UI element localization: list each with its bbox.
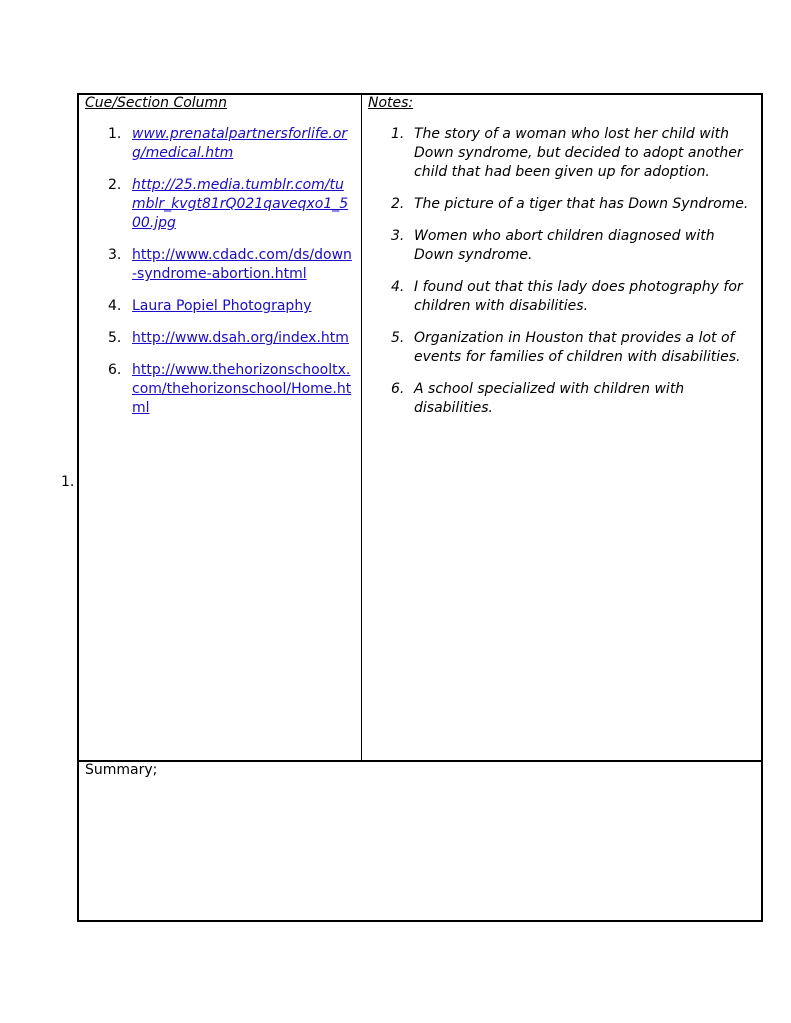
list-number: 3.	[108, 247, 122, 263]
list-item	[79, 297, 362, 316]
note-text: Organization in Houston that provides a lot of events for families of children with disabilities.	[414, 330, 741, 365]
cue-column-heading: Cue/Section Column	[85, 95, 228, 111]
list-item	[79, 176, 362, 233]
list-item	[362, 380, 761, 418]
cornell-notes-table	[77, 93, 763, 922]
list-number: 5.	[391, 330, 405, 346]
note-text: I found out that this lady does photography for children with disabilities.	[414, 279, 743, 314]
link-horizon-school[interactable]: http://www.thehorizonschooltx.com/thehorizonschool/Home.html	[132, 362, 352, 416]
link-dsah[interactable]: http://www.dsah.org/index.htm	[132, 330, 349, 346]
link-tumblr-image[interactable]: http://25.media.tumblr.com/tumblr_kvgt81rQ021qaveqxo1_500.jpg	[132, 177, 349, 231]
list-number: 6.	[108, 362, 122, 378]
list-number: 6.	[391, 381, 405, 397]
link-cdadc[interactable]: http://www.cdadc.com/ds/down-syndrome-abortion.html	[132, 247, 352, 282]
notes-list	[362, 125, 761, 431]
list-item	[79, 361, 362, 418]
list-item	[79, 246, 362, 284]
list-number: 1.	[391, 126, 405, 142]
note-text: The picture of a tiger that has Down Syndrome.	[414, 196, 749, 212]
notes-column	[362, 95, 761, 761]
list-item	[362, 125, 761, 182]
note-text: A school specialized with children with disabilities.	[414, 381, 685, 416]
notes-column-heading: Notes:	[368, 95, 414, 111]
list-item	[79, 329, 362, 348]
list-number: 4.	[108, 298, 122, 314]
note-text: The story of a woman who lost her child with Down syndrome, but decided to adopt another child that had been given up for adoption.	[414, 126, 743, 180]
summary-heading: Summary;	[85, 762, 158, 778]
list-number: 4.	[391, 279, 405, 295]
list-number: 2.	[391, 196, 405, 212]
list-item	[362, 195, 761, 214]
cue-section-column	[79, 95, 362, 761]
outer-list-number: 1.	[61, 474, 75, 490]
list-item	[362, 329, 761, 367]
list-item	[362, 278, 761, 316]
cue-link-list	[79, 125, 362, 431]
note-text: Women who abort children diagnosed with Down syndrome.	[414, 228, 715, 263]
list-number: 5.	[108, 330, 122, 346]
list-item	[79, 125, 362, 163]
summary-section	[79, 760, 761, 920]
list-number: 1.	[108, 126, 122, 142]
link-prenatal-partners[interactable]: www.prenatalpartnersforlife.org/medical.htm	[132, 126, 348, 161]
link-laura-popiel[interactable]: Laura Popiel Photography	[132, 298, 312, 314]
list-number: 3.	[391, 228, 405, 244]
list-number: 2.	[108, 177, 122, 193]
list-item	[362, 227, 761, 265]
